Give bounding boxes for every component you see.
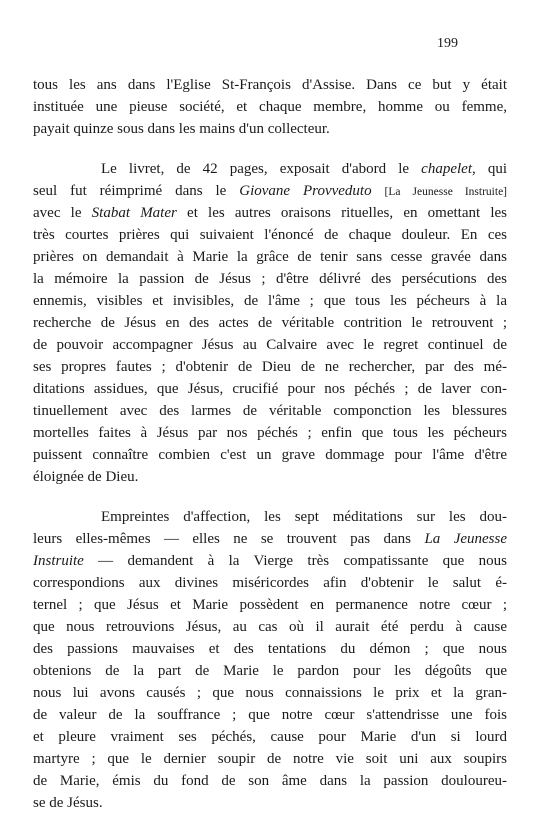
text-line — [33, 529, 507, 549]
text-line: prières on demandait à Marie la grâce de tenir sans cesse gravée dans — [33, 249, 507, 265]
text-line: instituée une pieuse société, et chaque membre, homme ou femme, — [33, 99, 507, 115]
text-line: se de Jésus. — [33, 795, 103, 811]
text-line: de Marie, émis du fond de son âme dans la passion douloureu- — [33, 773, 507, 789]
text-line: correspondions aux divines miséricordes afin d'obtenir le salut é- — [33, 575, 507, 591]
text-run: avec le — [33, 205, 92, 221]
text-line: ennemis, visibles et invisibles, de l'âme ; que tous les pécheurs à la — [33, 293, 507, 309]
text-line — [33, 203, 507, 223]
text-run: leurs elles-mêmes — elles ne se trouvent pas dans — [33, 531, 425, 547]
text-line: nous lui avons causés ; que nous connaissions le prix et la gran- — [33, 685, 507, 701]
text-line: obtenions de la part de Marie le pardon pour les dégoûts que — [33, 663, 507, 679]
text-line: ternel ; que Jésus et Marie possèdent en permanence notre cœur ; — [33, 597, 507, 613]
text-line — [101, 159, 507, 179]
text-line: et pleure vraiment ses péchés, cause pour Marie d'un si lourd — [33, 729, 507, 745]
text-line: éloignée de Dieu. — [33, 469, 139, 485]
text-line: recherche de Jésus en des actes de véritable contrition le retrouvent ; — [33, 315, 507, 331]
text-line: très courtes prières qui suivaient l'énoncé de chaque douleur. En ces — [33, 227, 507, 243]
text-line: ditations assidues, que Jésus, crucifié pour nos péchés ; de laver con- — [33, 381, 507, 397]
text-line: payait quinze sous dans les mains d'un collecteur. — [33, 121, 330, 137]
text-run — [372, 183, 385, 199]
text-line: de pouvoir accompagner Jésus au Calvaire avec le regret continuel de — [33, 337, 507, 353]
bracketed-note: [La Jeunesse Instruite] — [384, 186, 508, 198]
text-line — [33, 181, 507, 202]
text-line: que nous retrouvions Jésus, au cas où il aurait été perdu à cause — [33, 619, 507, 635]
text-line: martyre ; que le dernier soupir de notre vie soit uni aux soupirs — [33, 751, 507, 767]
italic-title: Instruite — [33, 553, 84, 569]
text-run: , qui — [471, 161, 507, 177]
text-line — [33, 551, 507, 571]
text-line: des passions mauvaises et des tentations du démon ; que nous — [33, 641, 507, 657]
text-line: mortelles faites à Jésus par nos péchés ; enfin que tous les pécheurs — [33, 425, 507, 441]
text-run: Le livret, de 42 pages, exposait d'abord le — [101, 161, 422, 177]
italic-title: Giovane Provveduto — [239, 183, 372, 199]
text-line: tinuellement avec des larmes de véritable componction les blessures — [33, 403, 507, 419]
italic-title: Stabat Mater — [91, 205, 177, 221]
text-run: seul fut réimprimé dans le — [33, 183, 240, 199]
text-line: Empreintes d'affection, les sept méditations sur les dou- — [101, 509, 507, 525]
page-number: 199 — [437, 36, 458, 51]
text-line: la mémoire la passion de Jésus ; d'être délivré des persécutions des — [33, 271, 507, 287]
text-run: — demandent à la Vierge très compatissante que nous — [83, 553, 507, 569]
italic-title: chapelet — [421, 161, 472, 177]
text-run: et les autres oraisons rituelles, en omettant les — [176, 205, 507, 221]
italic-title: La Jeunesse — [424, 531, 507, 547]
text-line: de valeur de la souffrance ; que notre cœur s'attendrisse une fois — [33, 707, 507, 723]
text-line: puissent connaître combien c'est un grave dommage pour l'âme d'être — [33, 447, 507, 463]
text-line: tous les ans dans l'Eglise St-François d'Assise. Dans ce but y était — [33, 77, 507, 93]
text-line: ses propres fautes ; d'obtenir de Dieu de ne rechercher, par des mé- — [33, 359, 507, 375]
